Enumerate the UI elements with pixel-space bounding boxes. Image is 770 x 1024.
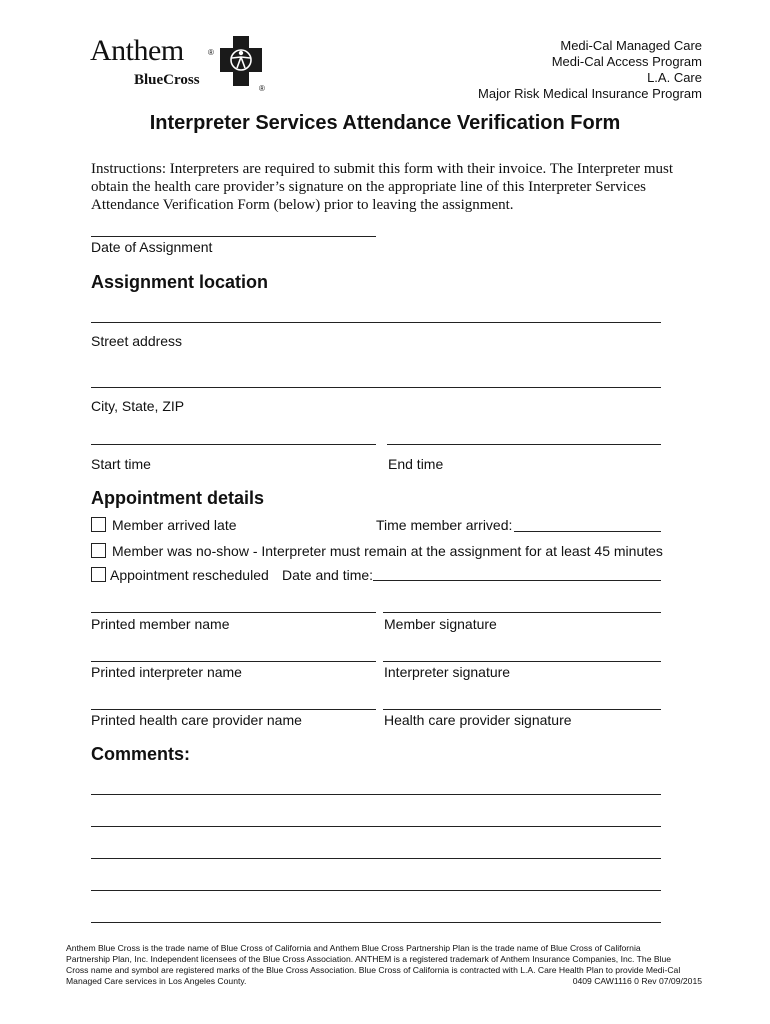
- logo-wordmark: Anthem: [90, 34, 184, 67]
- city-state-zip-label: City, State, ZIP: [91, 398, 185, 414]
- provider-signature-field[interactable]: [383, 709, 661, 710]
- printed-member-name-field[interactable]: [91, 612, 376, 613]
- appointment-rescheduled-label: Appointment rescheduled: [110, 567, 269, 583]
- member-no-show-checkbox[interactable]: [91, 543, 106, 558]
- city-state-zip-field[interactable]: [91, 387, 661, 388]
- comments-line[interactable]: [91, 794, 661, 795]
- printed-provider-name-field[interactable]: [91, 709, 376, 710]
- street-address-label: Street address: [91, 333, 183, 349]
- comments-line[interactable]: [91, 890, 661, 891]
- program-list: [478, 38, 702, 102]
- footer-line: Partnership Plan, Inc. Independent licensees of the Blue Cross Association. ANTHEM is a registered trademark of Anthem Insurance Companies, Inc. The Blue: [66, 954, 672, 964]
- blue-cross-icon: [218, 34, 264, 88]
- program-item: Medi-Cal Managed Care: [560, 38, 702, 53]
- member-signature-label: Member signature: [384, 616, 497, 632]
- logo-registered-mark-2: ®: [259, 84, 265, 93]
- footer-line: Anthem Blue Cross is the trade name of Blue Cross of California and Anthem Blue Cross Partnership Plan is the trade name of Blue Cross of California: [66, 943, 641, 953]
- date-of-assignment-field[interactable]: [91, 236, 376, 237]
- time-member-arrived-field[interactable]: [514, 531, 661, 532]
- comments-line[interactable]: [91, 922, 661, 923]
- program-item: L.A. Care: [647, 70, 702, 85]
- printed-member-name-label: Printed member name: [91, 616, 230, 632]
- member-signature-field[interactable]: [383, 612, 661, 613]
- time-member-arrived-label: Time member arrived:: [376, 517, 513, 533]
- date-and-time-label: Date and time:: [282, 567, 374, 583]
- end-time-field[interactable]: [387, 444, 661, 445]
- instructions-paragraph: Instructions: Interpreters are required to submit this form with their invoice. The Interpreter must obtain the health care provider’s signature on the appropriate line of this Interpreter Services Attendance Verification Form (below) prior to leaving the assignment.: [91, 161, 674, 213]
- start-time-field[interactable]: [91, 444, 376, 445]
- printed-interpreter-name-label: Printed interpreter name: [91, 664, 242, 680]
- street-address-field[interactable]: [91, 322, 661, 323]
- logo-registered-mark: ®: [208, 48, 214, 57]
- form-number: 0409 CAW1116 0 Rev 07/09/2015: [572, 976, 702, 986]
- date-and-time-field[interactable]: [373, 580, 661, 581]
- interpreter-signature-label: Interpreter signature: [384, 664, 511, 680]
- member-no-show-label: Member was no-show - Interpreter must remain at the assignment for at least 45 minutes: [112, 543, 663, 559]
- comments-heading: Comments:: [91, 744, 191, 764]
- printed-interpreter-name-field[interactable]: [91, 661, 376, 662]
- interpreter-signature-field[interactable]: [383, 661, 661, 662]
- appointment-details-heading: Appointment details: [91, 488, 265, 508]
- comments-line[interactable]: [91, 826, 661, 827]
- appointment-rescheduled-checkbox[interactable]: [91, 567, 106, 582]
- footer-line: Managed Care services in Los Angeles County.: [66, 976, 247, 986]
- member-arrived-late-checkbox[interactable]: [91, 517, 106, 532]
- end-time-label: End time: [388, 456, 444, 472]
- form-title: Interpreter Services Attendance Verification Form: [149, 112, 621, 134]
- member-arrived-late-label: Member arrived late: [112, 517, 237, 533]
- provider-signature-label: Health care provider signature: [384, 712, 572, 728]
- footer-line: Cross name and symbol are registered marks of the Blue Cross Association. Blue Cross of California is contracted with L.A. Care Health Plan to provide Medi-Cal: [66, 965, 681, 975]
- start-time-label: Start time: [91, 456, 151, 472]
- logo-subtitle: BlueCross: [134, 72, 200, 88]
- program-item: Medi-Cal Access Program: [551, 54, 702, 69]
- printed-provider-name-label: Printed health care provider name: [91, 712, 302, 728]
- assignment-location-heading: Assignment location: [91, 272, 269, 292]
- program-item: Major Risk Medical Insurance Program: [478, 86, 702, 101]
- comments-line[interactable]: [91, 858, 661, 859]
- anthem-blue-cross-logo: [90, 34, 275, 96]
- date-of-assignment-label: Date of Assignment: [91, 239, 213, 255]
